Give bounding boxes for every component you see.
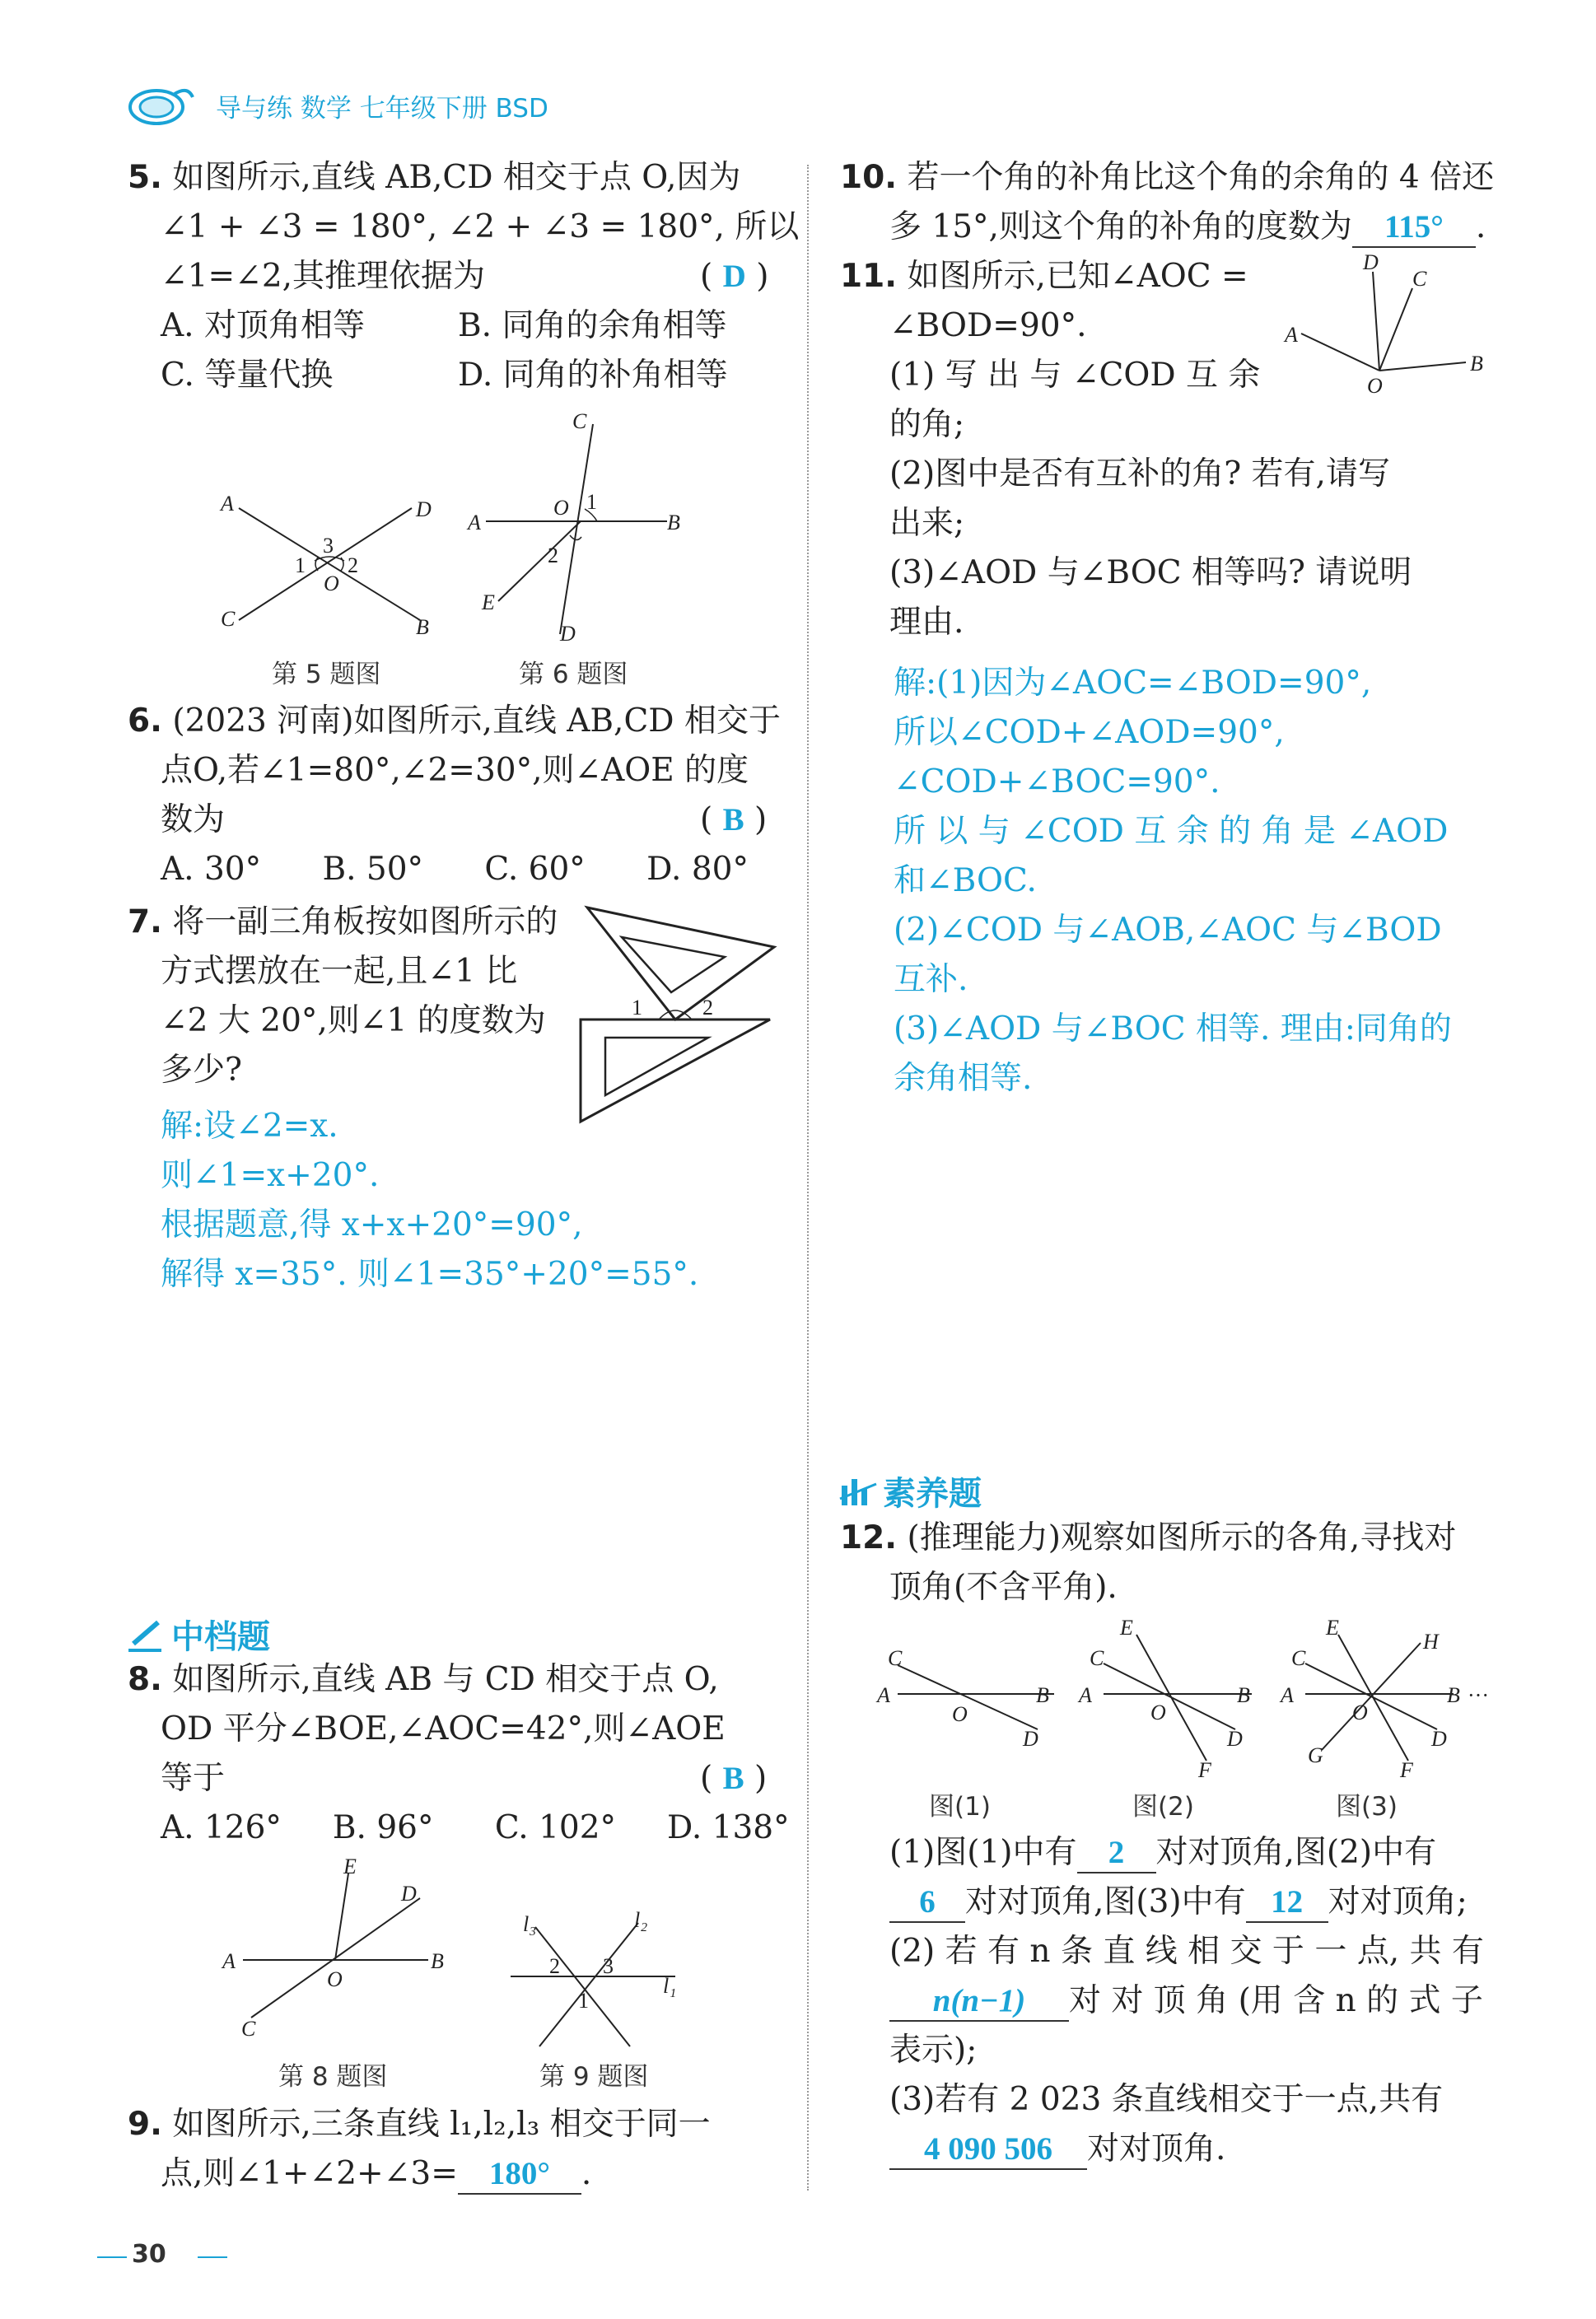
fig12-2-label-e: E (1120, 1616, 1133, 1640)
fig11-label-d: D (1363, 251, 1379, 274)
fig12-2-label-a: A (1079, 1683, 1092, 1707)
figure-7-triangles (572, 898, 778, 1128)
fig9-label-l1: l₁ (663, 1974, 677, 1998)
fig6-caption: 第 6 题图 (519, 660, 628, 689)
fig5-label-a: A (221, 492, 234, 516)
q7-solution-3: 根据题意,得 x+x+20°=90°, (161, 1206, 583, 1243)
q11-solution-9: 余角相等. (894, 1060, 1033, 1097)
q11-stem-8: 理由. (889, 604, 964, 641)
figure-11 (1281, 251, 1495, 399)
q12-part3-line2: 4 090 506 对对顶角. (889, 2125, 1225, 2174)
figure-8 (218, 1853, 457, 2042)
q11-stem: 11. 如图所示,已知∠AOC = (840, 258, 1248, 295)
fig6-angle-1: 1 (586, 490, 597, 514)
q11-solution-8: (3)∠AOD 与∠BOC 相等. 理由:同角的 (894, 1010, 1452, 1048)
q8-stem-3: 等于 (161, 1760, 226, 1797)
fig12-2-caption: 图(2) (1132, 1792, 1194, 1822)
fig6-label-a: A (468, 511, 481, 534)
fig7-angle-1: 1 (632, 996, 642, 1020)
figure-12-3 (1276, 1614, 1499, 1779)
fig12-3-label-a: A (1281, 1683, 1294, 1707)
fig12-2-label-f: F (1198, 1758, 1211, 1779)
fig5-label-b: B (416, 615, 429, 639)
fig9-angle-2: 2 (549, 1954, 560, 1978)
fig5-angle-3: 3 (323, 534, 334, 558)
fig5-angle-1: 1 (295, 553, 306, 577)
fig12-1-label-o: O (952, 1702, 968, 1726)
q9-stem: 9. 如图所示,三条直线 l₁,l₂,l₃ 相交于同一 (128, 2106, 711, 2143)
q11-stem-2: ∠BOD=90°. (889, 307, 1087, 344)
q12-part2-line1: (2) 若 有 n 条 直 线 相 交 于 一 点, 共 有 (889, 1933, 1484, 1970)
q5-stem-3: ∠1=∠2,其推理依据为 (161, 258, 486, 295)
fig8-label-o: O (327, 1967, 343, 1991)
fig11-label-b: B (1470, 352, 1483, 376)
fig12-3-caption: 图(3) (1336, 1792, 1398, 1822)
fig12-1-label-d: D (1023, 1727, 1038, 1751)
fig8-label-a: A (222, 1949, 236, 1973)
fig7-angle-2: 2 (702, 996, 713, 1020)
q11-solution-1: 解:(1)因为∠AOC=∠BOD=90°, (894, 665, 1372, 702)
fig12-3-label-e: E (1326, 1616, 1339, 1640)
section-mid-title: 中档题 (171, 1618, 270, 1656)
q12-part1-line2: 6 对对顶角,图(3)中有 12 对对顶角; (889, 1878, 1468, 1927)
q12-stem: 12. (推理能力)观察如图所示的各角,寻找对 (840, 1519, 1457, 1556)
q7-solution-1: 解:设∠2=x. (161, 1108, 338, 1145)
fig8-caption: 第 8 题图 (278, 2062, 388, 2092)
fig6-label-c: C (572, 412, 587, 433)
q10-answer: 115° (1352, 208, 1476, 248)
q5-answer: ( D ) (700, 258, 769, 295)
q7-stem-2: 方式摆放在一起,且∠1 比 (161, 953, 518, 990)
page-number-rule-right (198, 2256, 227, 2258)
q11-stem-7: (3)∠AOD 与∠BOC 相等吗? 请说明 (889, 554, 1412, 591)
q11-solution-6: (2)∠COD 与∠AOB,∠AOC 与∠BOD (894, 912, 1442, 949)
fig12-3-label-g: G (1308, 1743, 1323, 1767)
fig9-label-l3: l₃ (523, 1912, 537, 1936)
fig9-caption: 第 9 题图 (539, 2062, 649, 2092)
fig5-label-d: D (416, 497, 432, 521)
q8-options: A. 126° B. 96° C. 102° D. 138° (161, 1809, 790, 1846)
q11-stem-5: (2)图中是否有互补的角? 若有,请写 (889, 455, 1390, 492)
page-number-rule-left (97, 2256, 127, 2258)
fig5-angle-2: 2 (348, 553, 358, 577)
fig12-2-label-d: D (1227, 1727, 1243, 1751)
q12-part2-line3: 表示); (889, 2032, 978, 2069)
q8-stem-2: OD 平分∠BOE,∠AOC=42°,则∠AOE (161, 1710, 726, 1747)
q9-answer: 180° (458, 2155, 581, 2195)
q11-stem-6: 出来; (889, 505, 965, 542)
q10-stem-2: 多 15°,则这个角的补角的度数为 115° . (889, 203, 1486, 252)
q9-stem-2: 点,则∠1+∠2+∠3= 180° . (161, 2149, 591, 2199)
fig12-2-label-c: C (1090, 1646, 1104, 1670)
fig12-ellipsis: ··· (1468, 1683, 1489, 1707)
figure-5 (206, 482, 445, 646)
q10-stem: 10. 若一个角的补角比这个角的余角的 4 倍还 (840, 159, 1495, 196)
fig5-label-o: O (324, 572, 339, 595)
q12-answer-2: 6 (889, 1883, 965, 1923)
fig12-2-label-b: B (1237, 1683, 1250, 1707)
q11-stem-3: (1) 写 出 与 ∠COD 互 余 (889, 357, 1261, 394)
q7-stem: 7. 将一副三角板按如图所示的 (128, 903, 558, 940)
q7-stem-3: ∠2 大 20°,则∠1 的度数为 (161, 1002, 546, 1039)
q11-stem-4: 的角; (889, 406, 965, 443)
q5-option-b: B. 同角的余角相等 (458, 307, 727, 344)
q11-solution-5: 和∠BOC. (894, 862, 1037, 899)
fig5-caption: 第 5 题图 (272, 660, 381, 689)
q5-stem: 5. 如图所示,直线 AB,CD 相交于点 O,因为 (128, 159, 741, 196)
q8-stem: 8. 如图所示,直线 AB 与 CD 相交于点 O, (128, 1661, 719, 1698)
logo-icon (124, 79, 198, 128)
q11-solution-7: 互补. (894, 961, 968, 998)
fig12-1-label-c: C (888, 1646, 903, 1670)
q6-options: A. 30° B. 50° C. 60° D. 80° (161, 851, 749, 888)
section-core-title: 素养题 (883, 1475, 982, 1513)
figure-9 (502, 1911, 700, 2051)
fig5-label-c: C (221, 607, 236, 631)
q5-option-a: A. 对顶角相等 (161, 307, 365, 344)
q6-stem: 6. (2023 河南)如图所示,直线 AB,CD 相交于 (128, 702, 781, 740)
q12-part2-line2: n(n−1) 对 对 顶 角 (用 含 n 的 式 子 (889, 1976, 1483, 2026)
fig8-label-e: E (343, 1855, 357, 1878)
fig12-1-caption: 图(1) (929, 1792, 991, 1822)
fig9-angle-3: 3 (603, 1954, 614, 1978)
fig8-label-c: C (241, 2017, 256, 2041)
q12-answer-5: 4 090 506 (889, 2130, 1087, 2170)
fig12-3-label-h: H (1423, 1630, 1439, 1654)
q7-solution-4: 解得 x=35°. 则∠1=35°+20°=55°. (161, 1256, 699, 1293)
fig9-angle-1: 1 (578, 1989, 589, 2013)
q12-part1-line1: (1)图(1)中有 2 对对顶角,图(2)中有 (889, 1828, 1436, 1878)
fig12-2-label-o: O (1150, 1701, 1166, 1724)
q11-solution-2: 所以∠COD+∠AOD=90°, (894, 714, 1285, 751)
fig6-label-e: E (482, 590, 495, 614)
fig12-3-label-f: F (1400, 1758, 1413, 1779)
figure-6 (461, 412, 700, 646)
fig9-label-l2: l₂ (634, 1911, 648, 1932)
fig12-3-label-b: B (1447, 1683, 1460, 1707)
q12-stem-2: 顶角(不含平角). (889, 1569, 1118, 1606)
q12-part3-line1: (3)若有 2 023 条直线相交于一点,共有 (889, 2081, 1444, 2118)
fig12-3-label-d: D (1431, 1727, 1447, 1751)
q7-solution-2: 则∠1=x+20°. (161, 1157, 380, 1194)
column-divider (807, 165, 809, 2191)
q6-stem-3: 数为 (161, 801, 226, 838)
figure-12-2 (1075, 1614, 1272, 1779)
q7-stem-4: 多少? (161, 1052, 242, 1089)
figure-12-1 (873, 1639, 1071, 1754)
q12-answer-3: 12 (1246, 1883, 1328, 1923)
fig8-label-b: B (431, 1949, 444, 1973)
fig6-label-b: B (667, 511, 680, 534)
q11-solution-3: ∠COD+∠BOC=90°. (894, 763, 1220, 800)
fig12-1-label-b: B (1036, 1683, 1049, 1707)
q11-solution-4: 所 以 与 ∠COD 互 余 的 角 是 ∠AOD (894, 813, 1449, 850)
fig11-label-c: C (1412, 267, 1427, 291)
fig6-label-d: D (560, 622, 576, 646)
fig12-3-label-c: C (1291, 1646, 1306, 1670)
q5-option-c: C. 等量代换 (161, 357, 334, 394)
fig6-angle-2: 2 (548, 544, 558, 567)
fig8-label-d: D (401, 1882, 417, 1906)
q5-option-d: D. 同角的补角相等 (458, 357, 728, 394)
fig12-1-label-a: A (877, 1683, 890, 1707)
pen-icon (125, 1617, 166, 1654)
page-number: 30 (132, 2240, 166, 2269)
header-title: 导与练 数学 七年级下册 BSD (216, 94, 548, 124)
q12-answer-4: n(n−1) (889, 1982, 1069, 2022)
fig12-3-label-o: O (1352, 1701, 1368, 1724)
fig11-label-a: A (1285, 323, 1298, 347)
q8-answer: ( B ) (700, 1760, 768, 1797)
fig6-label-o: O (553, 496, 569, 520)
q12-answer-1: 2 (1077, 1834, 1156, 1873)
chart-bars-icon (838, 1474, 880, 1509)
q6-answer: ( B ) (700, 801, 768, 838)
q6-stem-2: 点O,若∠1=80°,∠2=30°,则∠AOE 的度 (161, 752, 749, 789)
q5-stem-2: ∠1 + ∠3 = 180°, ∠2 + ∠3 = 180°, 所以 (161, 208, 800, 245)
fig11-label-o: O (1367, 374, 1383, 398)
